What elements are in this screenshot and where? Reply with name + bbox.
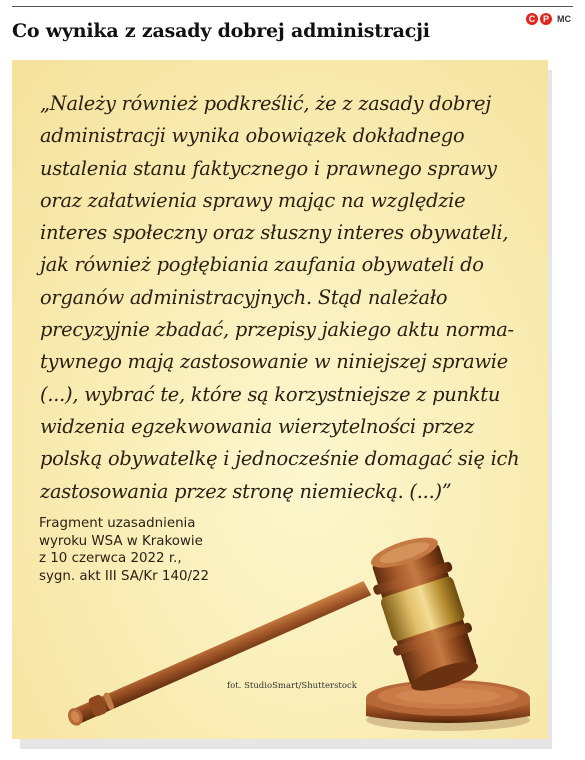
quote-line: organów administracyjnych. Stąd należało [40,285,448,309]
copyright-p-badge: P [540,13,552,25]
copyright-c-badge: C [526,13,538,25]
quote-line: tywnego mają zastosowanie w niniejszej sprawie [40,350,508,374]
author-initials: MC [557,14,571,24]
caption-line: sygn. akt III SA/Kr 140/22 [39,568,210,584]
quote-line: ustalenia stanu faktycznego i prawnego sprawy [40,156,497,180]
caption-line: Fragment uzasadnienia [39,516,196,531]
top-rule [12,6,573,7]
caption-line: wyroku WSA w Krakowie [39,533,203,549]
caption-line: z 10 czerwca 2022 r., [39,551,182,566]
quote-line: administracji wynika obowiązek dokładnego [40,124,465,148]
quote-line: polską obywatelkę i jednocześnie domagać się ich [40,447,520,471]
quote-line: interes społeczny oraz słuszny interes obywateli, [40,221,509,245]
quote-line: zastosowania przez stronę niemiecką. (...)” [40,479,452,503]
quote-source-caption [39,515,279,585]
quote-line: jak również pogłębiania zaufania obywateli do [40,253,484,277]
quote-line: oraz załatwienia sprawy mając na względzie [40,188,466,212]
quote-line: precyzyjnie zbadać, przepisy jakiego aktu norma- [40,318,514,342]
court-quote [40,88,540,508]
quote-line: (...), wybrać te, które są korzystniejsze z punktu [40,382,501,406]
quote-line: „Należy również podkreślić, że z zasady dobrej [40,92,492,115]
quote-panel [12,60,548,739]
copyright-badges [526,13,571,25]
photo-credit: fot. StudioSmart/Shutterstock [227,681,357,691]
quote-line: widzenia egzekwowania wierzytelności przez [40,414,475,438]
article-title: Co wynika z zasady dobrej administracji [12,20,430,42]
